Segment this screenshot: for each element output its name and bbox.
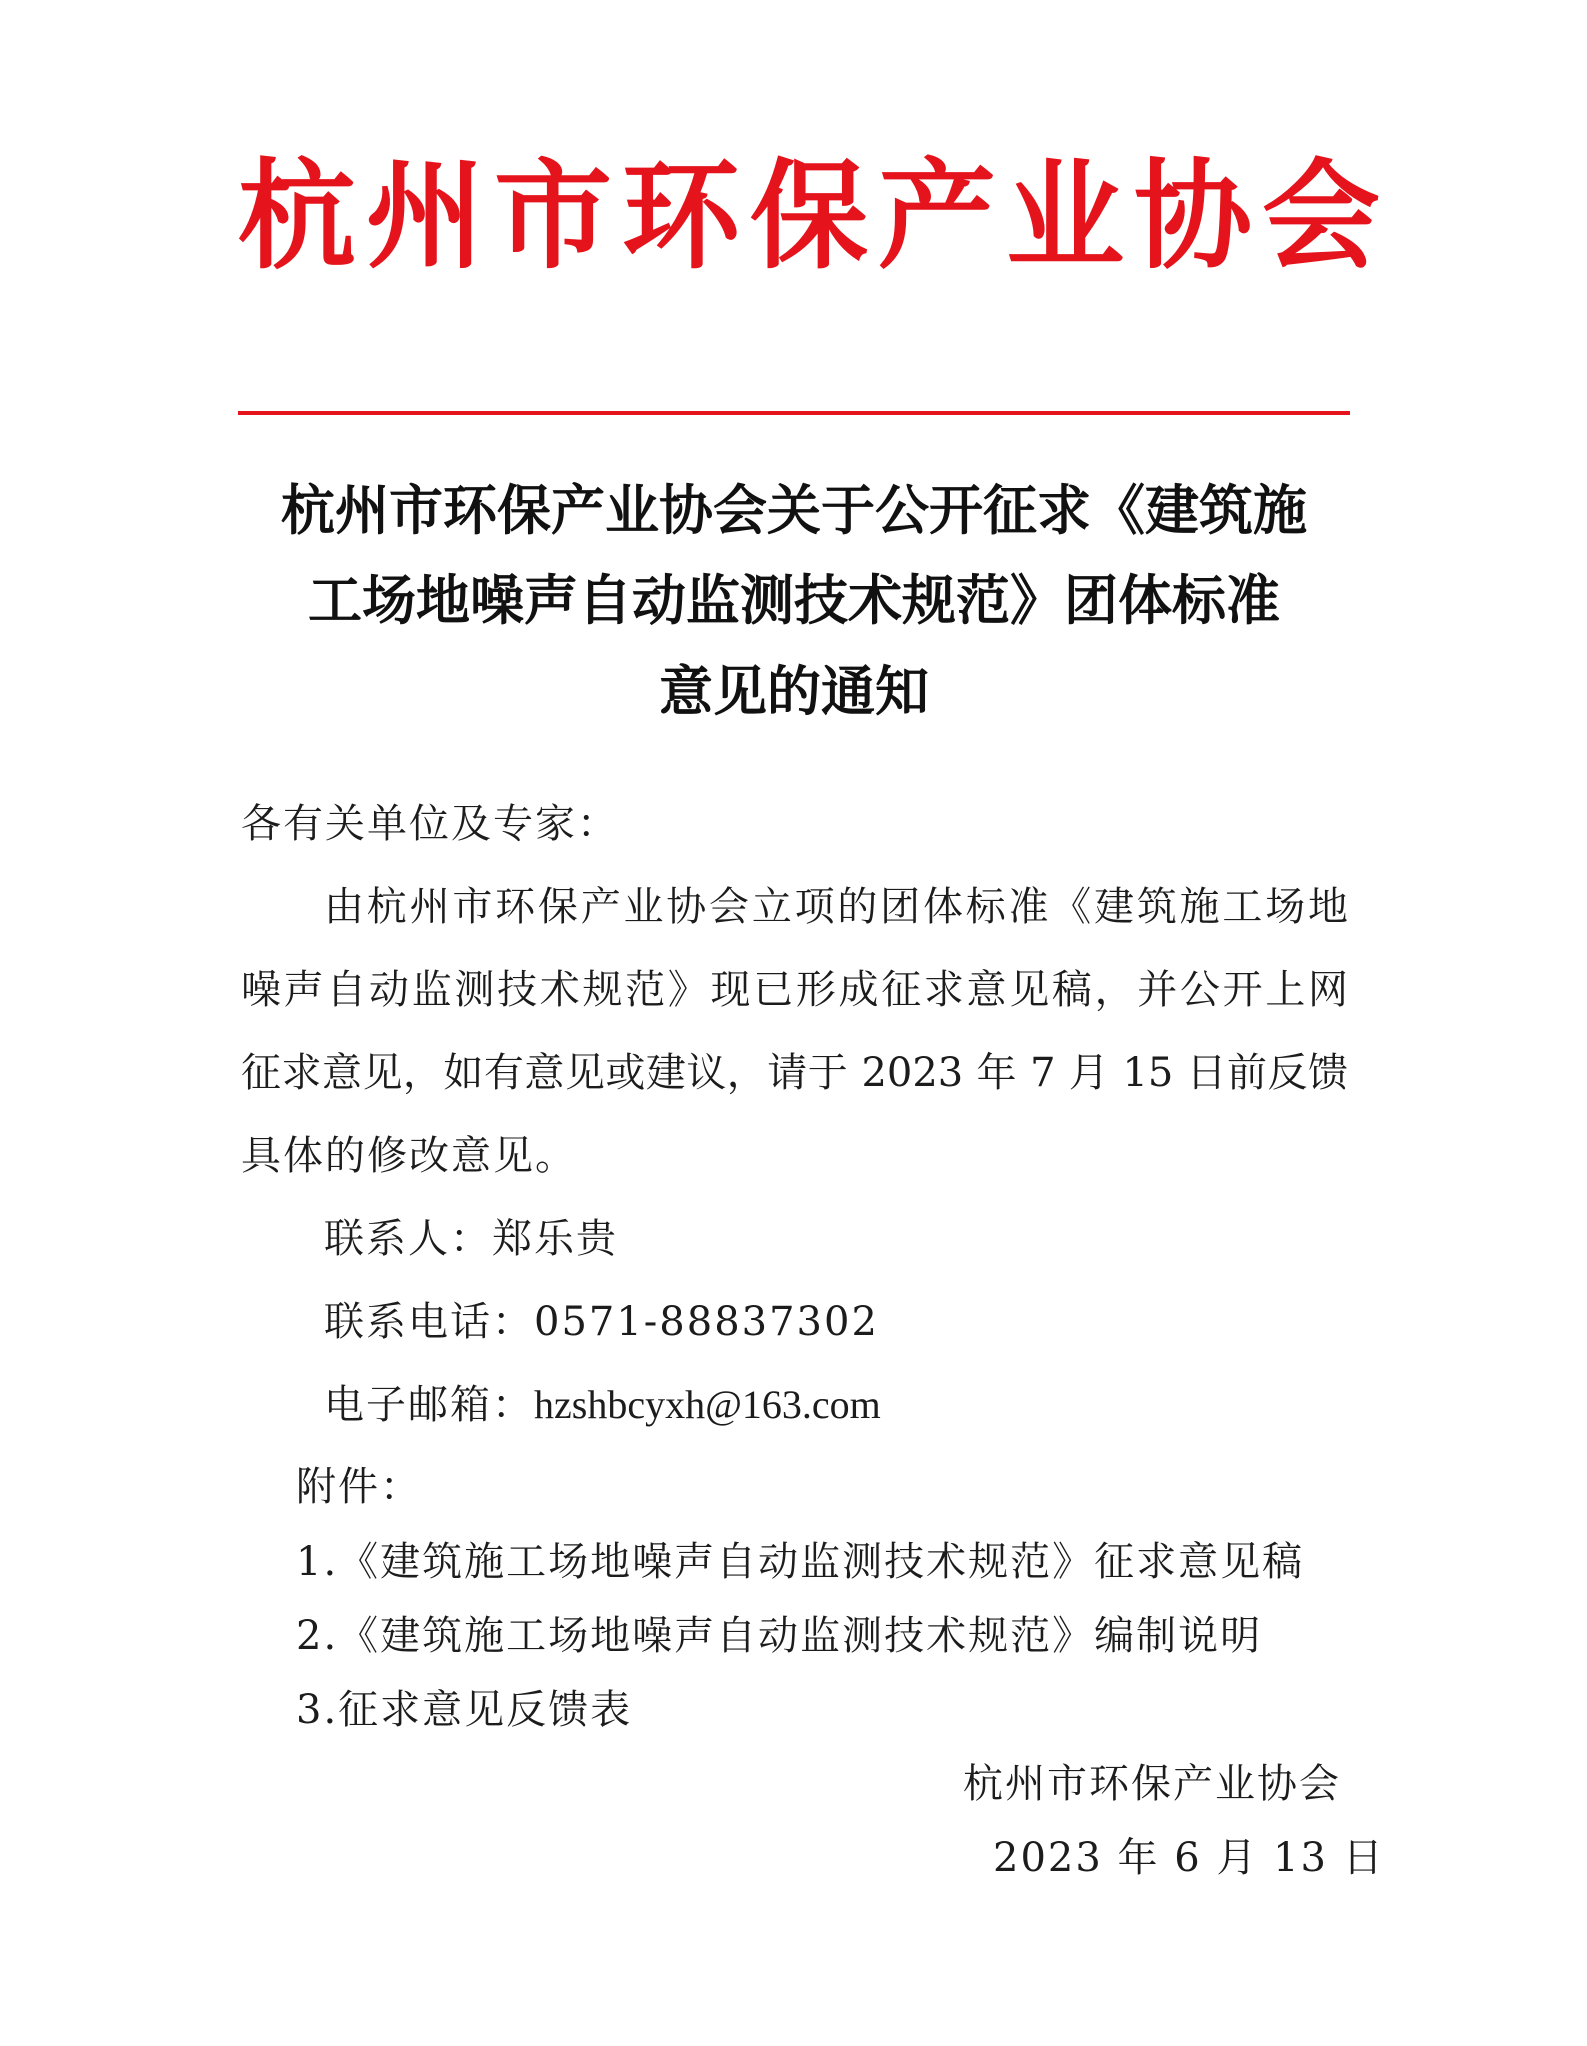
title-line-1: 杭州市环保产业协会关于公开征求《建筑施 <box>281 478 1307 542</box>
paragraph-line-3: 征求意见，如有意见或建议，请于 2023 年 7 月 15 日前反馈 <box>241 1050 1348 1096</box>
paragraph-line-2: 噪声自动监测技术规范》现已形成征求意见稿，并公开上网 <box>241 967 1348 1013</box>
contact-phone: 联系电话：0571-88837302 <box>324 1299 879 1345</box>
title-line-2: 工场地噪声自动监测技术规范》团体标准 <box>308 568 1280 632</box>
contact-email-label: 电子邮箱： <box>324 1382 534 1428</box>
attachment-item: 1.《建筑施工场地噪声自动监测技术规范》征求意见稿 <box>296 1539 1305 1585</box>
signature-date: 2023 年 6 月 13 日 <box>993 1835 1385 1881</box>
contact-email[interactable]: hzshbcyxh@163.com <box>534 1382 881 1427</box>
attachments-heading: 附件： <box>296 1464 422 1510</box>
paragraph-line-1: 由杭州市环保产业协会立项的团体标准《建筑施工场地 <box>324 884 1348 930</box>
attachment-item: 3.征求意见反馈表 <box>296 1687 633 1733</box>
title-line-3: 意见的通知 <box>659 659 929 723</box>
letterhead-divider <box>238 411 1350 415</box>
salutation: 各有关单位及专家： <box>241 801 619 847</box>
contact-email-row <box>324 1375 881 1435</box>
signature-org: 杭州市环保产业协会 <box>963 1761 1341 1807</box>
attachment-item: 2.《建筑施工场地噪声自动监测技术规范》编制说明 <box>296 1613 1263 1659</box>
contact-person: 联系人：郑乐贵 <box>324 1216 618 1262</box>
paragraph-line-4: 具体的修改意见。 <box>241 1133 577 1179</box>
org-letterhead: 杭州市环保产业协会 <box>238 146 1391 285</box>
